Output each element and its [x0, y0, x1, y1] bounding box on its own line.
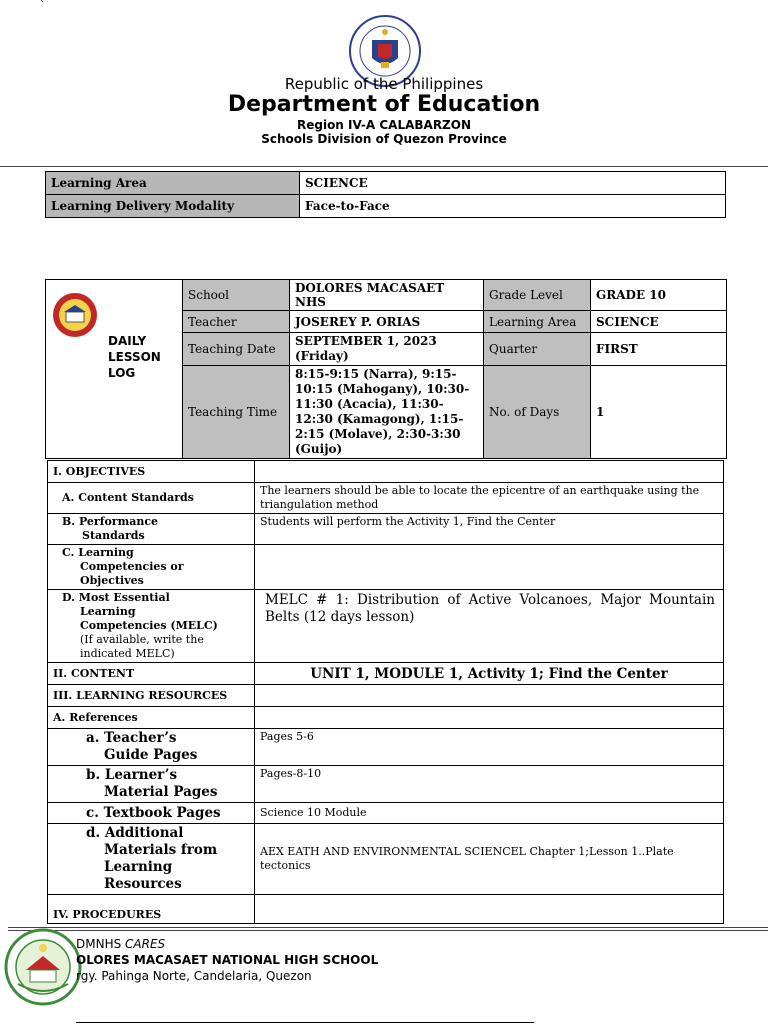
label-line: Guide Pages: [104, 747, 198, 763]
modality-value: Face-to-Face: [300, 195, 726, 218]
label-line: B. Performance: [62, 515, 159, 528]
modality-label: Learning Delivery Modality: [46, 195, 300, 218]
label-line: Learning: [80, 605, 136, 618]
references-label: A. References: [48, 707, 255, 729]
region-line: Region IV-A CALABARZON: [296, 118, 472, 132]
textbook-value: Science 10 Module: [255, 803, 724, 824]
label-line: Objectives: [80, 574, 144, 587]
additional-materials-value: AEX EATH AND ENVIRONMENTAL SCIENCEL Chapter 1;Lesson 1..Plate tectonics: [255, 824, 724, 895]
label-line: Material Pages: [104, 784, 218, 800]
content-label: II. CONTENT: [48, 663, 255, 685]
footer-divider: [8, 930, 768, 931]
label-line: indicated MELC): [80, 647, 175, 660]
table-row: [48, 545, 724, 590]
melc-value: MELC # 1: Distribution of Active Volcanoes, Major Mountain Belts (12 days lesson): [255, 590, 724, 663]
references-value: [255, 707, 724, 729]
learning-area-label: Learning Area: [46, 172, 300, 195]
stray-mark: `: [40, 0, 45, 11]
table-row: [48, 590, 724, 663]
table-row: [48, 824, 724, 895]
time-label: Teaching Time: [183, 366, 290, 459]
resources-label: III. LEARNING RESOURCES: [48, 685, 255, 707]
label-line: Standards: [82, 529, 145, 542]
department-title: Department of Education: [227, 92, 541, 117]
label-line: Competencies (MELC): [80, 619, 218, 632]
grade-value: GRADE 10: [591, 280, 727, 311]
learners-material-value: Pages-8-10: [255, 766, 724, 803]
table-row: [46, 172, 726, 195]
dll-title: [108, 333, 161, 381]
performance-standards-label: [48, 514, 255, 545]
republic-line: Republic of the Philippines: [284, 75, 484, 93]
table-row: [46, 280, 727, 311]
content-standards-label: A. Content Standards: [48, 483, 255, 514]
header-divider: [0, 166, 768, 167]
division-line: Schools Division of Quezon Province: [261, 132, 507, 146]
label-line: D. Most Essential: [62, 591, 170, 604]
table-row: [48, 895, 724, 924]
teachers-guide-label: [48, 729, 255, 766]
textbook-label: [48, 803, 255, 824]
teacher-label: Teacher: [183, 311, 290, 333]
date-label: Teaching Date: [183, 333, 290, 366]
label-line: Resources: [104, 876, 182, 892]
dll-title-line: LESSON: [108, 350, 161, 364]
label-line: Materials from: [104, 842, 218, 858]
days-value: 1: [591, 366, 727, 459]
learning-area-value: SCIENCE: [300, 172, 726, 195]
dll-logo-cell: [46, 280, 183, 459]
label-line: a. Teacher’s: [86, 730, 177, 746]
dll-title-line: LOG: [108, 366, 136, 380]
days-label: No. of Days: [484, 366, 591, 459]
label-line: Competencies or: [80, 560, 184, 573]
table-row: [48, 707, 724, 729]
date-value: SEPTEMBER 1, 2023 (Friday): [290, 333, 484, 366]
teachers-guide-value: Pages 5-6: [255, 729, 724, 766]
melc-label: [48, 590, 255, 663]
footer-address: rgy. Pahinga Norte, Candelaria, Quezon: [76, 969, 312, 983]
quarter-value: FIRST: [591, 333, 727, 366]
additional-materials-label: [48, 824, 255, 895]
table-row: [48, 483, 724, 514]
label-line: (If available, write the: [80, 633, 204, 646]
modality-table: [45, 171, 726, 218]
table-row: [48, 514, 724, 545]
procedures-label: IV. PROCEDURES: [48, 895, 255, 924]
label-line: Learning: [104, 859, 173, 875]
quarter-label: Quarter: [484, 333, 591, 366]
footer-motto: [76, 937, 165, 951]
competencies-label: [48, 545, 255, 590]
learners-material-label: [48, 766, 255, 803]
procedures-value: [255, 895, 724, 924]
footer-motto-italic: CARES: [125, 937, 166, 951]
performance-standards-value: Students will perform the Activity 1, Find the Center: [255, 514, 724, 545]
content-standards-value: The learners should be able to locate the epicentre of an earthquake using the triangulation method: [255, 483, 724, 514]
objectives-value: [255, 461, 724, 483]
area-value: SCIENCE: [591, 311, 727, 333]
label-line: c. Textbook Pages: [86, 805, 221, 821]
objectives-label: I. OBJECTIVES: [48, 461, 255, 483]
table-row: [48, 766, 724, 803]
time-value: 8:15-9:15 (Narra), 9:15-10:15 (Mahogany), 10:30-11:30 (Acacia), 11:30-12:30 (Kamagong), 1:15-2:15 (Molave), 2:30-3:30 (Guijo): [290, 366, 484, 459]
table-row: [48, 729, 724, 766]
school-label: School: [183, 280, 290, 311]
content-value: UNIT 1, MODULE 1, Activity 1; Find the Center: [255, 663, 724, 685]
table-row: [48, 803, 724, 824]
area-label: Learning Area: [484, 311, 591, 333]
table-row: [48, 663, 724, 685]
school-logo-icon: [52, 292, 98, 338]
grade-label: Grade Level: [484, 280, 591, 311]
resources-value: [255, 685, 724, 707]
dmnhs-seal-icon: [4, 928, 82, 1006]
lesson-plan-table: [47, 460, 724, 924]
table-row: [46, 195, 726, 218]
dll-title-line: DAILY: [108, 334, 147, 348]
label-line: d. Additional: [86, 825, 184, 841]
table-row: [48, 461, 724, 483]
competencies-value: [255, 545, 724, 590]
bottom-line: [76, 1022, 534, 1023]
footer-divider: [8, 927, 768, 928]
teacher-value: JOSEREY P. ORIAS: [290, 311, 484, 333]
footer-motto-prefix: DMNHS: [76, 937, 126, 951]
table-row: [48, 685, 724, 707]
label-line: C. Learning: [62, 546, 134, 559]
dll-info-table: [45, 279, 727, 459]
label-line: b. Learner’s: [86, 767, 178, 783]
footer-school-name: OLORES MACASAET NATIONAL HIGH SCHOOL: [76, 953, 379, 967]
school-value: DOLORES MACASAET NHS: [290, 280, 484, 311]
